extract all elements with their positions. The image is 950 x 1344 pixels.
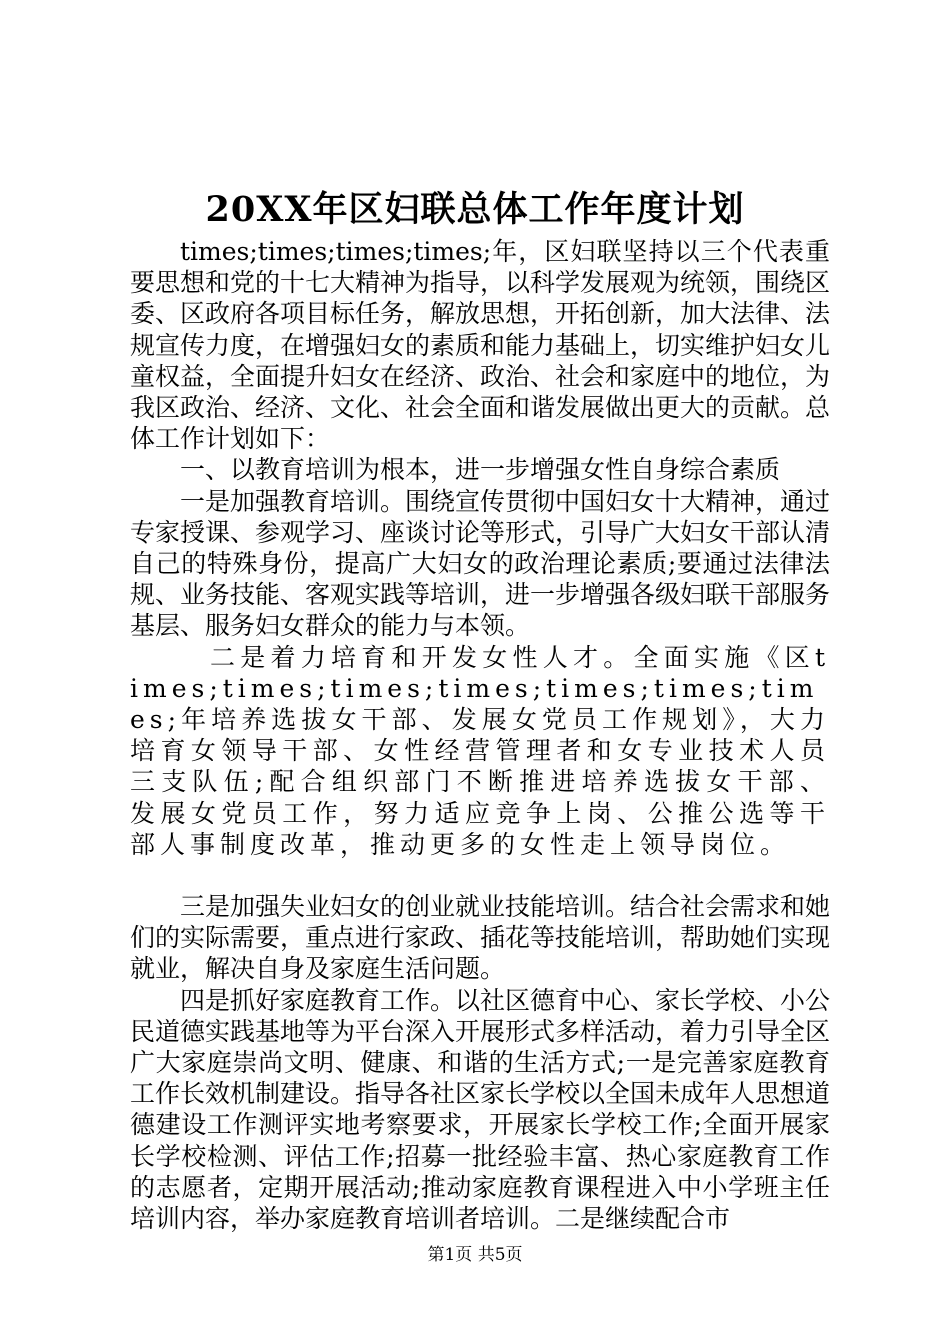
paragraph-item-3: 三是加强失业妇女的创业就业技能培训。结合社会需求和她们的实际需要，重点进行家政、插花等技能培训，帮助她们实现就业，解决自身及家庭生活问题。	[130, 892, 831, 984]
section-heading-1: 一、以教育培训为根本，进一步增强女性自身综合素质	[180, 455, 781, 485]
page-number-footer: 第1页 共5页	[427, 1245, 523, 1265]
paragraph-item-4: 四是抓好家庭教育工作。以社区德育中心、家长学校、小公民道德实践基地等为平台深入开展形式多样活动，着力引导全区广大家庭崇尚文明、健康、和谐的生活方式;一是完善家庭教育工作长效机制建设。指导各社区家长学校以全国未成年人思想道德建设工作测评实地考察要求，开展家长学校工作;全面开展家长学校检测、评估工作;招募一批经验丰富、热心家庭教育工作的志愿者，定期开展活动;推动家庭教育课程进入中小学班主任培训内容，举办家庭教育培训者培训。二是继续配合市	[130, 985, 831, 1234]
paragraph-item-2: 二是着力培育和开发女性人才。全面实施《区times;times;times;times;times;times;times;年培养选拔女干部、发展女党员工作规划》，大力培育女领导干部、女性经营管理者和女专业技术人员三支队伍;配合组织部门不断推进培养选拔女干部、发展女党员工作，努力适应竞争上岗、公推公选等干部人事制度改革，推动更多的女性走上领导岗位。	[130, 642, 830, 859]
paragraph-item-1: 一是加强教育培训。围绕宣传贯彻中国妇女十大精神，通过专家授课、参观学习、座谈讨论等形式，引导广大妇女干部认清自己的特殊身份，提高广大妇女的政治理论素质;要通过法律法规、业务技能、客观实践等培训，进一步增强各级妇联干部服务基层、服务妇女群众的能力与本领。	[130, 486, 831, 641]
paragraph-intro: times;times;times;times;年，区妇联坚持以三个代表重要思想和党的十七大精神为指导，以科学发展观为统领，围绕区委、区政府各项目标任务，解放思想，开拓创新，加大法律、法规宣传力度，在增强妇女的素质和能力基础上，切实维护妇女儿童权益，全面提升妇女在经济、政治、社会和家庭中的地位，为我区政治、经济、文化、社会全面和谐发展做出更大的贡献。总体工作计划如下：	[130, 237, 831, 454]
document-title: 20XX年区妇联总体工作年度计划	[205, 189, 745, 230]
document-body	[130, 236, 830, 1234]
